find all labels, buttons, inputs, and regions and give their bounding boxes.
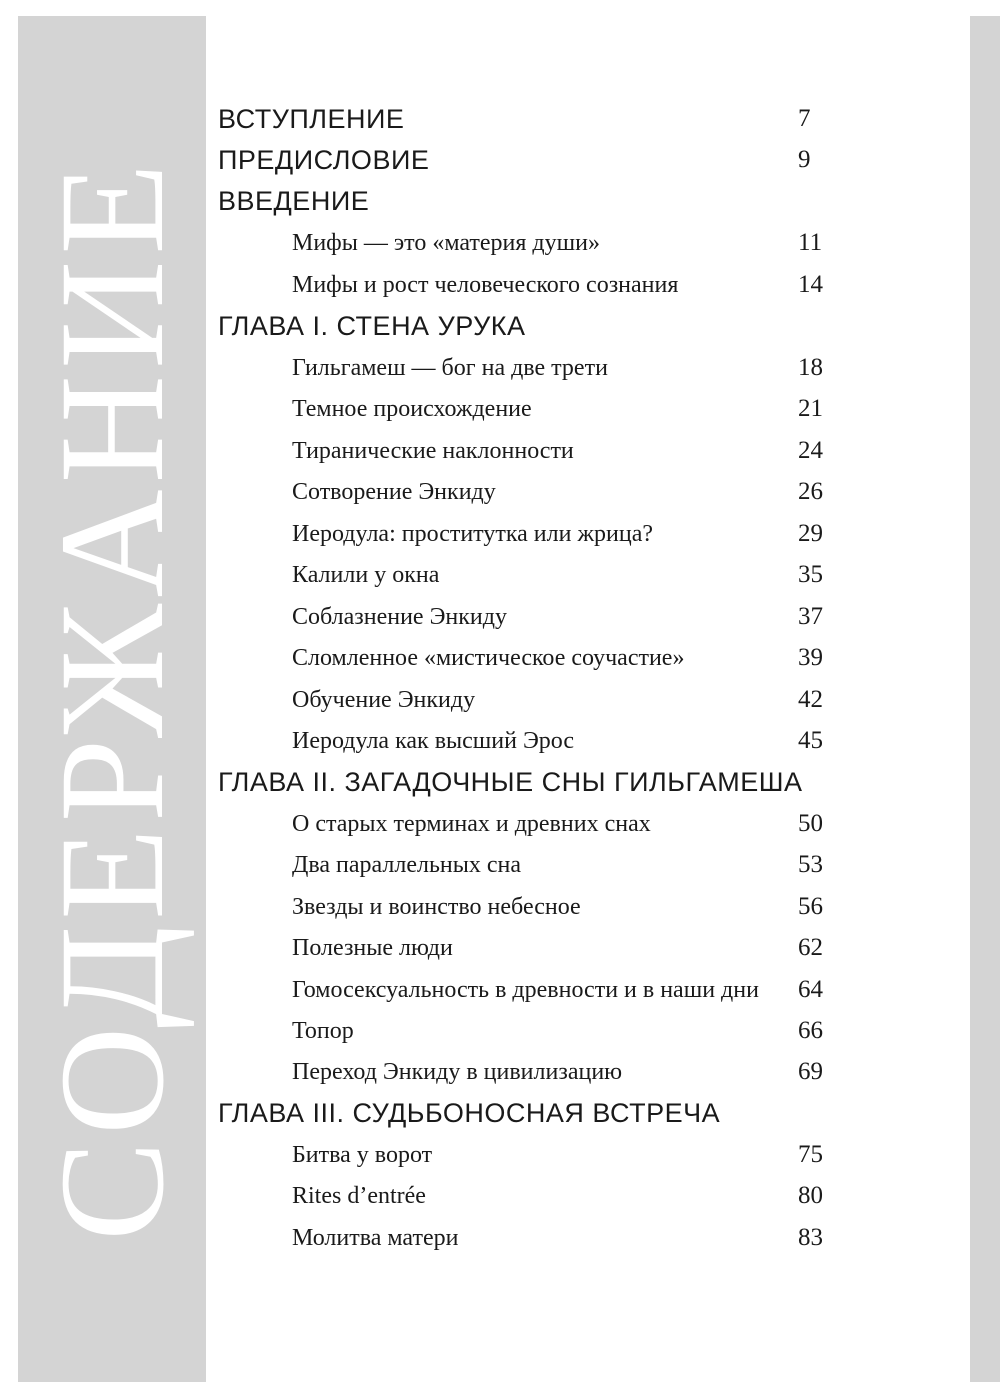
toc-entry[interactable]: [0, 472, 1000, 512]
toc-page-number: 24: [798, 437, 823, 464]
toc-page-number: 83: [798, 1224, 823, 1251]
toc-page-number: 50: [798, 810, 823, 837]
toc-page-number: 62: [798, 934, 823, 961]
toc-entry[interactable]: [0, 680, 1000, 720]
toc-entry[interactable]: [0, 970, 1000, 1010]
toc-entry-label: Rites d’entrée: [292, 1183, 426, 1209]
toc-entry-label: Мифы — это «материя души»: [292, 230, 600, 256]
toc-heading-label: ГЛАВА III. СУДЬБОНОСНАЯ ВСТРЕЧА: [218, 1098, 721, 1128]
toc-heading-label: ГЛАВА II. ЗАГАДОЧНЫЕ СНЫ ГИЛЬГАМЕША: [218, 767, 803, 797]
toc-entry[interactable]: [0, 887, 1000, 927]
toc-entry[interactable]: [0, 223, 1000, 263]
toc-page-number: 80: [798, 1182, 823, 1209]
toc-entry[interactable]: [0, 721, 1000, 761]
toc-page-number: 9: [798, 146, 811, 173]
toc-entry-label: Переход Энкиду в цивилизацию: [292, 1059, 623, 1085]
toc-page-number: 7: [798, 105, 811, 132]
toc-entry-label: Калили у окна: [292, 562, 440, 588]
toc-entry-label: Топор: [292, 1018, 354, 1044]
toc-page-number: 29: [798, 520, 823, 547]
toc-entry-label: Обучение Энкиду: [292, 687, 476, 713]
toc-heading[interactable]: [0, 99, 1000, 139]
toc-entry-label: Сотворение Энкиду: [292, 479, 496, 505]
toc-entry-label: Сломленное «мистическое соучастие»: [292, 645, 685, 671]
toc-heading[interactable]: [0, 306, 1000, 346]
toc-page-number: 21: [798, 395, 823, 422]
sidebar-title: СОДЕРЖАНИЕ: [29, 157, 195, 1241]
toc-entry-label: Мифы и рост человеческого сознания: [292, 272, 679, 298]
toc-page-number: 45: [798, 727, 823, 754]
toc-heading-label: ВСТУПЛЕНИЕ: [218, 104, 405, 134]
toc-entry[interactable]: [0, 1135, 1000, 1175]
toc-page-number: 53: [798, 851, 823, 878]
toc-page-number: 69: [798, 1058, 823, 1085]
toc-entry-label: Битва у ворот: [292, 1142, 433, 1168]
toc-entry-label: Гильгамеш — бог на две трети: [292, 355, 608, 381]
toc-heading-label: ГЛАВА I. СТЕНА УРУКА: [218, 311, 526, 341]
toc-page-number: 39: [798, 644, 823, 671]
toc-entry-label: Иеродула: проститутка или жрица?: [292, 521, 654, 547]
toc-page-number: 18: [798, 354, 823, 381]
toc-entry-label: Молитва матери: [292, 1225, 459, 1251]
toc-entry[interactable]: [0, 845, 1000, 885]
toc-entry[interactable]: [0, 1011, 1000, 1051]
toc-heading-label: ВВЕДЕНИЕ: [218, 186, 370, 216]
toc-entry[interactable]: [0, 1218, 1000, 1258]
toc-page-number: 14: [798, 271, 823, 298]
toc-entry[interactable]: [0, 804, 1000, 844]
toc-heading[interactable]: [0, 762, 1000, 802]
toc-page-number: 75: [798, 1141, 823, 1168]
toc-entry[interactable]: [0, 597, 1000, 637]
toc-page-number: 35: [798, 561, 823, 588]
toc-entry[interactable]: [0, 348, 1000, 388]
toc-entry-label: Тиранические наклонности: [292, 438, 574, 464]
toc-heading-label: ПРЕДИСЛОВИЕ: [218, 145, 430, 175]
toc-page-number: 64: [798, 976, 823, 1003]
toc-entry[interactable]: [0, 514, 1000, 554]
toc-entry[interactable]: [0, 638, 1000, 678]
toc-entry-label: Полезные люди: [292, 935, 453, 961]
toc-page-number: 66: [798, 1017, 823, 1044]
toc-entry[interactable]: [0, 555, 1000, 595]
toc-page-number: 42: [798, 686, 823, 713]
toc-entry[interactable]: [0, 265, 1000, 305]
toc-heading[interactable]: [0, 181, 1000, 221]
toc-entry[interactable]: [0, 1176, 1000, 1216]
toc-entry-label: Соблазнение Энкиду: [292, 604, 507, 630]
toc-heading[interactable]: [0, 1093, 1000, 1133]
toc-page-number: 56: [798, 893, 823, 920]
toc-entry-label: Иеродула как высший Эрос: [292, 728, 575, 754]
toc-entry[interactable]: [0, 928, 1000, 968]
toc-entry-label: Два параллельных сна: [292, 852, 522, 878]
toc-entry[interactable]: [0, 431, 1000, 471]
toc-page-number: 11: [798, 229, 823, 256]
toc-entry[interactable]: [0, 1052, 1000, 1092]
toc-entry[interactable]: [0, 389, 1000, 429]
toc-entry-label: Темное происхождение: [292, 396, 532, 422]
toc-entry-label: О старых терминах и древних снах: [292, 811, 651, 837]
toc-entry-label: Гомосексуальность в древности и в наши дни: [292, 977, 759, 1003]
toc-page-number: 37: [798, 603, 823, 630]
toc-entry-label: Звезды и воинство небесное: [292, 894, 581, 920]
toc-heading[interactable]: [0, 140, 1000, 180]
toc-page-number: 26: [798, 478, 823, 505]
